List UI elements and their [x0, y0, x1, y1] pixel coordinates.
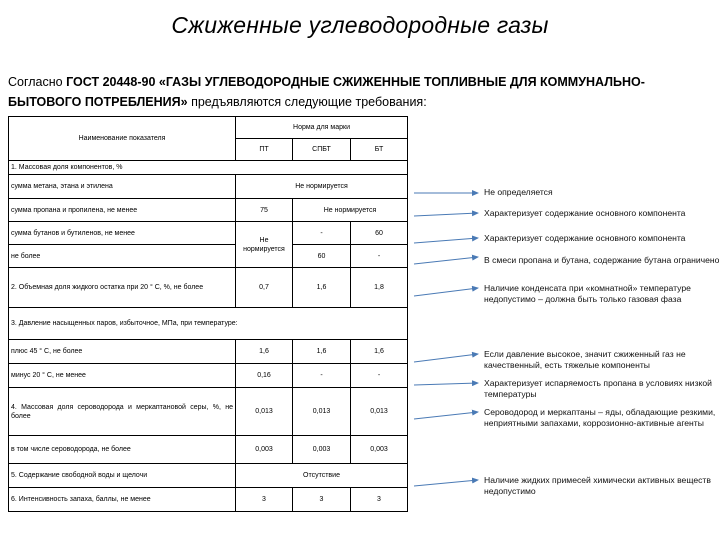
- header-norm: Норма для марки: [236, 117, 408, 139]
- intro-suffix: предъявляются следующие требования:: [191, 95, 427, 109]
- residue-label: 2. Объемная доля жидкого остатка при 20 ° С, %, не более: [9, 268, 236, 308]
- note-condensate: Наличие конденсата при «комнатной» температуре недопустимо – должна быть только газовая фаза: [484, 283, 691, 304]
- page-title: Сжиженные углеводородные газы: [171, 12, 549, 38]
- residue-spbt: 1,6: [293, 268, 351, 308]
- methane-value: Не нормируется: [236, 175, 408, 199]
- plus45-label: плюс 45 ° С, не более: [9, 340, 236, 364]
- h2s-label: в том числе сероводорода, не более: [9, 436, 236, 464]
- butane-label: сумма бутанов и бутиленов, не менее: [9, 222, 236, 245]
- note-sulfur-toxic: Сероводород и меркаптаны – яды, обладающие резкими, неприятными запахами, коррозионно-активные агенты: [484, 407, 716, 428]
- sulfur-label: 4. Массовая доля сероводорода и меркаптановой серы, %, не более: [9, 388, 236, 436]
- h2s-spbt: 0,003: [293, 436, 351, 464]
- water-value: Отсутствие: [236, 464, 408, 488]
- arrow-line: [414, 480, 478, 486]
- intro-gost: ГОСТ 20448-90 «ГАЗЫ УГЛЕВОДОРОДНЫЕ СЖИЖЕННЫЕ ТОПЛИВНЫЕ ДЛЯ КОММУНАЛЬНО-БЫТОВОГО ПОТРЕБЛЕНИЯ»: [8, 75, 645, 109]
- header-brand-spbt: СПБТ: [293, 139, 351, 161]
- propane-rest: Не нормируется: [293, 199, 408, 222]
- note-not-determined: Не определяется: [484, 187, 553, 197]
- note-liquid-impurities: Наличие жидких примесей химически активных веществ недопустимо: [484, 475, 711, 496]
- h2s-bt: 0,003: [351, 436, 408, 464]
- sulfur-pt: 0,013: [236, 388, 293, 436]
- nomore-label: не более: [9, 245, 236, 268]
- note-main-component-2: Характеризует содержание основного компонента: [484, 233, 686, 243]
- residue-pt: 0,7: [236, 268, 293, 308]
- plus45-spbt: 1,6: [293, 340, 351, 364]
- plus45-bt: 1,6: [351, 340, 408, 364]
- arrow-line: [414, 354, 478, 362]
- odor-spbt: 3: [293, 488, 351, 512]
- water-label: 5. Содержание свободной воды и щелочи: [9, 464, 236, 488]
- propane-pt: 75: [236, 199, 293, 222]
- arrow-line: [414, 383, 478, 385]
- arrow-line: [414, 288, 478, 296]
- residue-bt: 1,8: [351, 268, 408, 308]
- butane-bt: 60: [351, 222, 408, 245]
- methane-label: сумма метана, этана и этилена: [9, 175, 236, 199]
- note-high-pressure: Если давление высокое, значит сжиженный газ не качественный, есть тяжелые компоненты: [484, 349, 686, 370]
- arrow-line: [414, 213, 478, 216]
- arrow-line: [414, 238, 478, 243]
- section-1-label: 1. Массовая доля компонентов, %: [9, 161, 408, 175]
- sulfur-spbt: 0,013: [293, 388, 351, 436]
- arrow-line: [414, 412, 478, 419]
- odor-pt: 3: [236, 488, 293, 512]
- note-main-component-1: Характеризует содержание основного компонента: [484, 208, 686, 218]
- odor-label: 6. Интенсивность запаха, баллы, не менее: [9, 488, 236, 512]
- intro-prefix: Согласно: [8, 75, 63, 89]
- note-butane-limited: В смеси пропана и бутана, содержание бутана ограничено: [484, 255, 720, 265]
- minus20-pt: 0,16: [236, 364, 293, 388]
- butane-pt: Не нормируется: [236, 222, 293, 268]
- butane-spbt: -: [293, 222, 351, 245]
- minus20-label: минус 20 ° С, не менее: [9, 364, 236, 388]
- header-brand-bt: БТ: [351, 139, 408, 161]
- note-evaporation: Характеризует испаряемость пропана в условиях низкой температуры: [484, 378, 712, 399]
- header-brand-pt: ПТ: [236, 139, 293, 161]
- minus20-bt: -: [351, 364, 408, 388]
- propane-label: сумма пропана и пропилена, не менее: [9, 199, 236, 222]
- h2s-pt: 0,003: [236, 436, 293, 464]
- section-3-label: 3. Давление насыщенных паров, избыточное, МПа, при температуре:: [9, 308, 408, 340]
- header-indicator: Наименование показателя: [9, 117, 236, 161]
- sulfur-bt: 0,013: [351, 388, 408, 436]
- odor-bt: 3: [351, 488, 408, 512]
- plus45-pt: 1,6: [236, 340, 293, 364]
- arrow-line: [414, 257, 478, 264]
- nomore-bt: -: [351, 245, 408, 268]
- nomore-spbt: 60: [293, 245, 351, 268]
- minus20-spbt: -: [293, 364, 351, 388]
